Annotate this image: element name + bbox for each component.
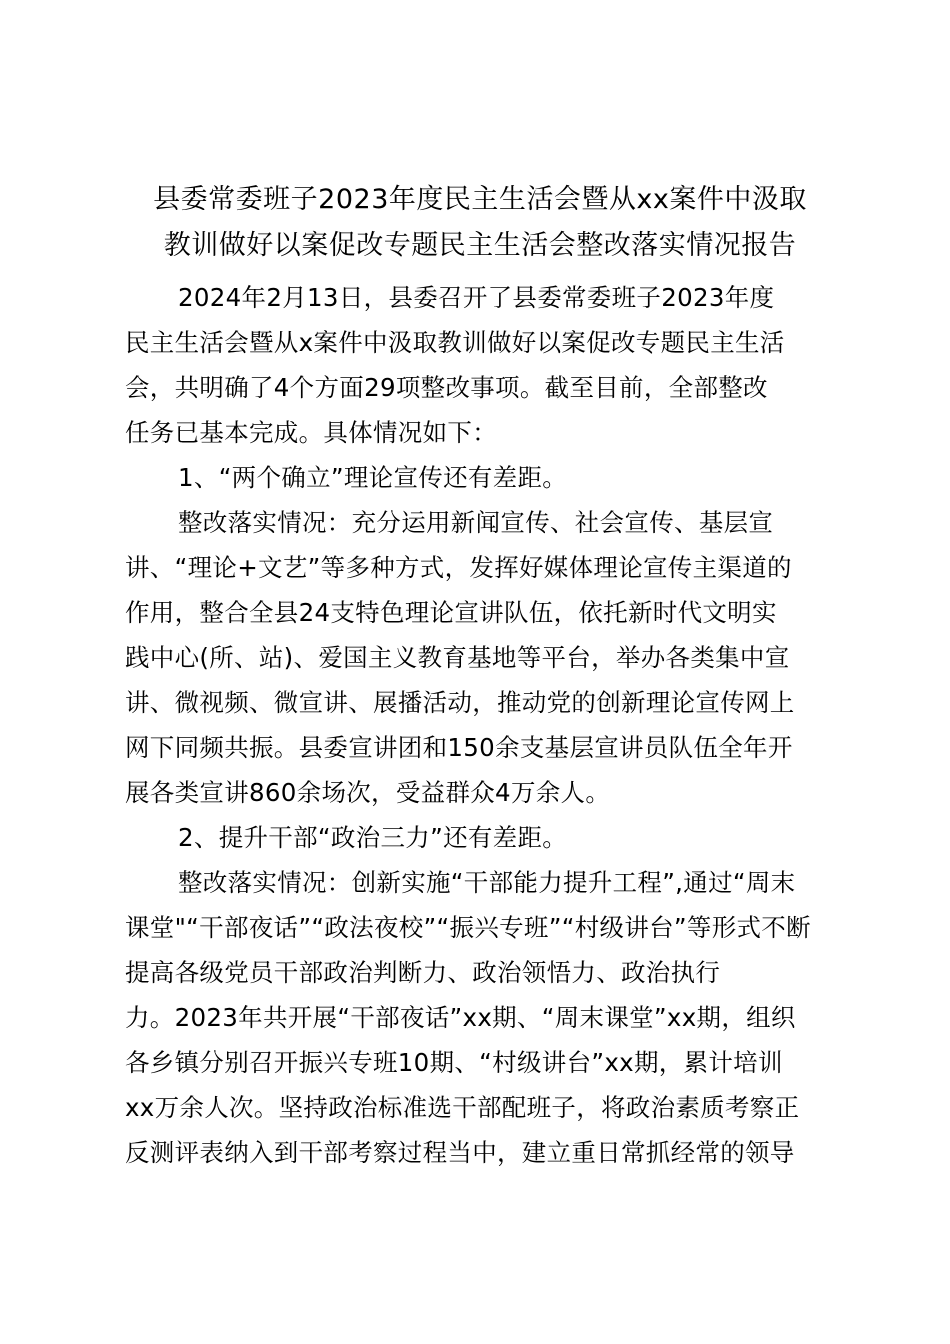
paragraph-line: 力。2023年共开展“干部夜话”xx期、“周末课堂”xx期，组织	[125, 1003, 796, 1032]
paragraph-line: xx万余人次。坚持政治标准选干部配班子，将政治素质考察正	[125, 1093, 800, 1122]
paragraph-line: 讲、微视频、微宣讲、展播活动，推动党的创新理论宣传网上	[125, 688, 795, 717]
paragraph-line: 讲、“理论+文艺”等多种方式，发挥好媒体理论宣传主渠道的	[125, 553, 792, 582]
section-heading-2: 2、提升干部“政治三力”还有差距。	[178, 823, 568, 852]
paragraph-line: 民主生活会暨从x案件中汲取教训做好以案促改专题民主生活	[125, 328, 785, 357]
paragraph-line: 网下同频共振。县委宣讲团和150余支基层宣讲员队伍全年开	[125, 733, 793, 762]
paragraph-line: 整改落实情况：创新实施“干部能力提升工程”,通过“周末	[178, 868, 796, 897]
paragraph-line: 课堂"“干部夜话”“政法夜校”“振兴专班”“村级讲台”等形式不断	[125, 913, 811, 942]
paragraph-line: 反测评表纳入到干部考察过程当中，建立重日常抓经常的领导	[125, 1138, 795, 1167]
paragraph-line: 任务已基本完成。具体情况如下：	[125, 418, 497, 447]
paragraph-line: 2024年2月13日，县委召开了县委常委班子2023年度	[178, 283, 775, 312]
report-title-line-2: 教训做好以案促改专题民主生活会整改落实情况报告	[163, 230, 797, 261]
paragraph-line: 作用，整合全县24支特色理论宣讲队伍，依托新时代文明实	[125, 598, 777, 627]
paragraph-line: 展各类宣讲860余场次，受益群众4万余人。	[125, 778, 611, 807]
paragraph-line: 各乡镇分别召开振兴专班10期、“村级讲台”xx期，累计培训	[125, 1048, 783, 1077]
paragraph-line: 会，共明确了4个方面29项整改事项。截至目前，全部整改	[125, 373, 768, 402]
report-title-line-1: 县委常委班子2023年度民主生活会暨从xx案件中汲取	[153, 184, 807, 215]
section-heading-1: 1、“两个确立”理论宣传还有差距。	[178, 463, 568, 492]
paragraph-line: 提高各级党员干部政治判断力、政治领悟力、政治执行	[125, 958, 721, 987]
paragraph-line: 践中心(所、站)、爱国主义教育基地等平台，举办各类集中宣	[125, 643, 790, 672]
paragraph-line: 整改落实情况：充分运用新闻宣传、社会宣传、基层宣	[178, 508, 774, 537]
